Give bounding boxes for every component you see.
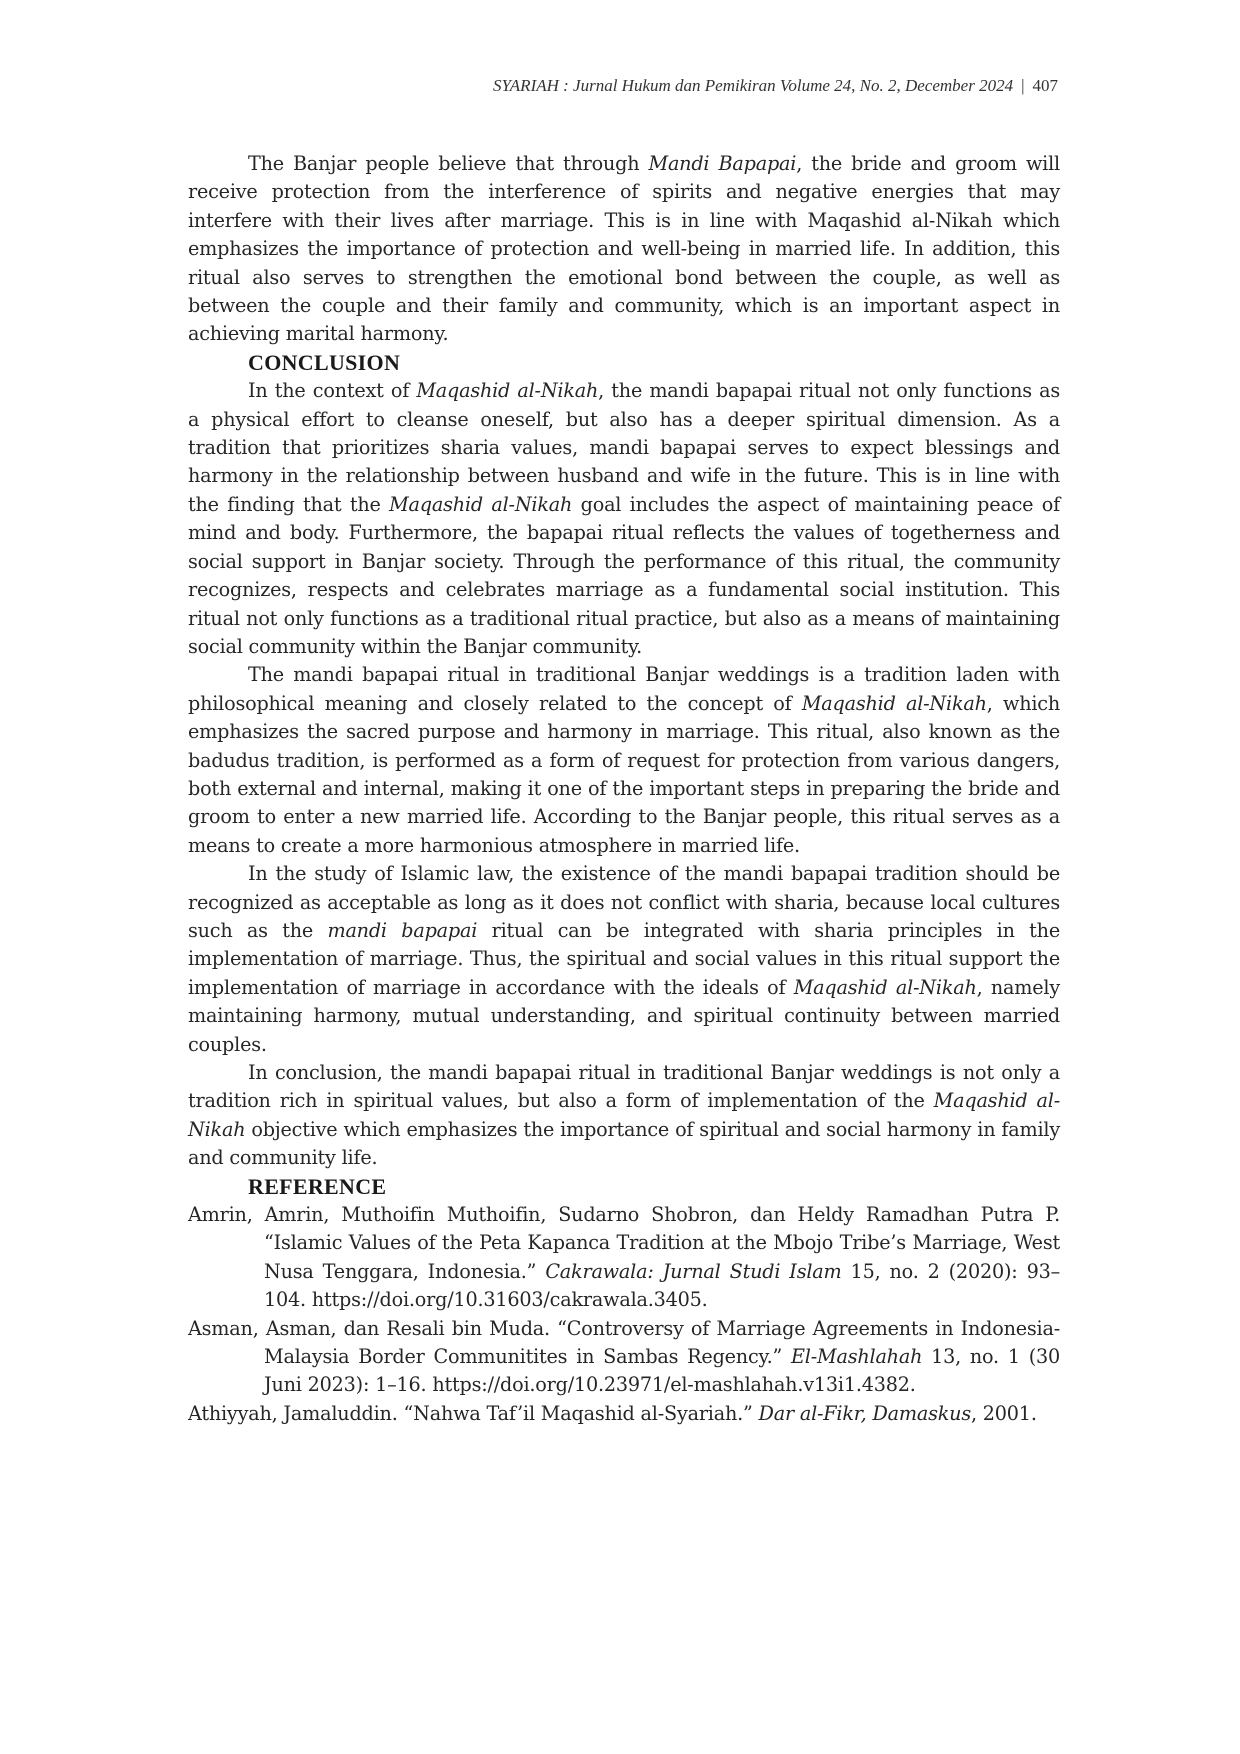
text-run: 13, no. 1 (30 Juni 2023): 1–16. https://doi.org/10.23971/el-mashlahah.v13i1.4382. xyxy=(264,1345,1060,1397)
reference-heading: REFERENCE xyxy=(248,1173,387,1199)
conclusion-paragraph-1 xyxy=(188,377,1060,661)
conclusion-paragraph-3 xyxy=(188,860,1060,1059)
text-run: In the study of Islamic law, the existence of the mandi bapapai tradition should be recognized as acceptable as long as it does not conflict with sharia, because local cultures such as the xyxy=(188,862,1060,942)
italic-term: Mandi Bapapai xyxy=(648,152,797,175)
text-run: ritual can be integrated with sharia principles in the implementation of marriage. Thus, the spiritual and social values in this ritual support the implementation of marriage in accordance with the ideals of xyxy=(188,918,1060,999)
reference-entry xyxy=(188,1315,1060,1400)
text-run: objective which emphasizes the importance of spiritual and social harmony in family and community life. xyxy=(188,1117,1060,1170)
reference-entry xyxy=(188,1201,1060,1315)
text-run: In the context of xyxy=(248,379,417,403)
italic-term: Maqashid al-Nikah xyxy=(416,379,599,403)
italic-journal: Cakrawala: Jurnal Studi Islam xyxy=(545,1259,842,1283)
text-run: , the mandi bapapai ritual not only functions as a physical effort to cleanse oneself, but also has a deeper spiritual dimension. As a tradition that prioritizes sharia values, mandi bapapai serves to expect blessings and harmony in the relationship between husband and wife in the future. This is in line with the finding that the xyxy=(188,379,1060,516)
text-run: Amrin, Amrin, Muthoifin Muthoifin, Sudarno Shobron, dan Heldy Ramadhan Putra P. “Islamic Values of the Peta Kapanca Tradition at the Mbojo Tribe’s Marriage, West Nusa Tenggara, Indonesia.” xyxy=(188,1203,1060,1283)
italic-term: mandi bapapai xyxy=(327,918,478,942)
text-run: 15, no. 2 (2020): 93–104. https://doi.org/10.31603/cakrawala.3405. xyxy=(264,1259,1061,1312)
running-header xyxy=(493,76,1058,96)
text-run: In conclusion, the mandi bapapai ritual in traditional Banjar weddings is not only a tradition rich in spiritual values, but also a form of implementation of the xyxy=(188,1061,1060,1113)
italic-journal: Dar al-Fikr, Damaskus xyxy=(758,1401,971,1425)
italic-term: Maqashid al-Nikah xyxy=(801,691,987,715)
italic-term: Maqashid al-Nikah xyxy=(389,492,573,516)
italic-term: Maqashid al-Nikah xyxy=(188,1089,1060,1141)
text-run: The mandi bapapai ritual in traditional Banjar weddings is a tradition laden with philosophical meaning and closely related to the concept of xyxy=(188,663,1060,715)
text-run: , which emphasizes the sacred purpose and harmony in marriage. This ritual, also known as the badudus tradition, is performed as a form of request for protection from various dangers, both external and internal, making it one of the important steps in preparing the bride and groom to enter a new married life. According to the Banjar people, this ritual serves as a means to create a more harmonious atmosphere in married life. xyxy=(188,691,1061,857)
reference-list xyxy=(188,1201,1060,1428)
conclusion-heading: CONCLUSION xyxy=(248,349,401,375)
reference-entry xyxy=(188,1400,1060,1428)
text-run: , 2001. xyxy=(970,1401,1037,1425)
conclusion-paragraph-4 xyxy=(188,1059,1060,1173)
text-run: , namely maintaining harmony, mutual understanding, and spiritual continuity between married couples. xyxy=(188,975,1060,1056)
italic-journal: El-Mashlahah xyxy=(790,1345,923,1369)
body-text xyxy=(188,150,1060,1428)
text-run: Asman, Asman, dan Resali bin Muda. “Controversy of Marriage Agreements in Indonesia-Malaysia Border Communitites in Sambas Regency.” xyxy=(188,1316,1060,1369)
text-run: goal includes the aspect of maintaining peace of mind and body. Furthermore, the bapapai ritual reflects the values of togetherness and social support in Banjar society. Through the performance of this ritual, the community recognizes, respects and celebrates marriage as a fundamental social institution. This ritual not only functions as a traditional ritual practice, but also as a means of maintaining social community within the Banjar community. xyxy=(188,492,1060,658)
intro-paragraph xyxy=(188,150,1060,349)
header-separator: | xyxy=(1021,76,1025,95)
text-run: The Banjar people believe that through xyxy=(248,152,649,175)
text-run: , the bride and groom will receive protection from the interference of spirits and negative energies that may interfere with their lives after marriage. This is in line with Maqashid al-Nikah which emphasizes the importance of protection and well-being in married life. In addition, this ritual also serves to strengthen the emotional bond between the couple, as well as between the couple and their family and community, which is an important aspect in achieving marital harmony. xyxy=(188,152,1060,346)
page-number: 407 xyxy=(1032,76,1058,95)
italic-term: Maqashid al-Nikah xyxy=(793,975,977,999)
conclusion-paragraph-2 xyxy=(188,661,1060,860)
journal-title: SYARIAH : Jurnal Hukum dan Pemikiran Volume 24, No. 2, December 2024 xyxy=(493,76,1014,95)
text-run: Athiyyah, Jamaluddin. “Nahwa Taf’il Maqashid al-Syariah.” xyxy=(188,1401,759,1425)
